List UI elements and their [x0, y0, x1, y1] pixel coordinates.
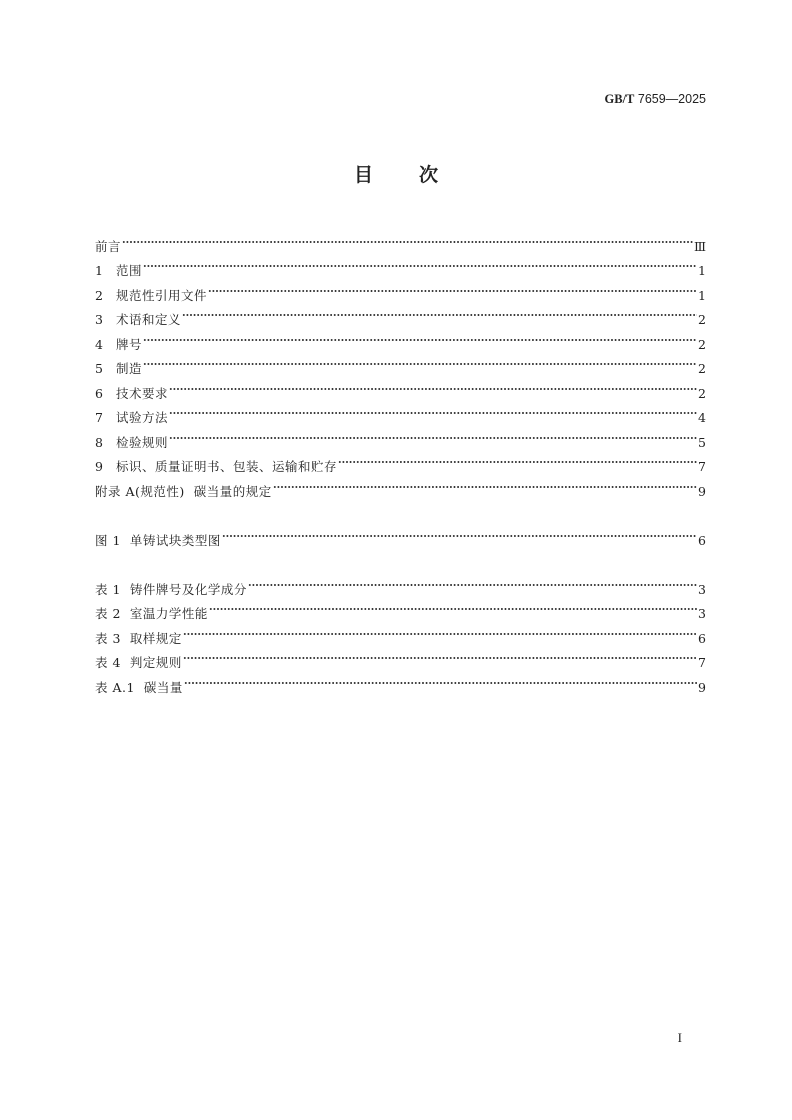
- toc-label: 前言: [95, 238, 122, 254]
- leader-dots: [183, 618, 697, 643]
- leader-dots: [122, 226, 693, 251]
- toc-entry-table-1[interactable]: [95, 569, 706, 597]
- toc-label: 附录 A(规范性) 碳当量的规定: [95, 483, 272, 499]
- leader-dots: [143, 251, 697, 276]
- toc-page: 6: [698, 630, 706, 646]
- toc-page: 2: [698, 336, 706, 352]
- toc-entry-grades[interactable]: [95, 324, 706, 352]
- toc-page: 2: [698, 361, 706, 376]
- toc-page: 4: [698, 410, 706, 425]
- toc-label: 制造: [116, 361, 143, 376]
- leader-dots: [143, 324, 697, 349]
- toc-number: 6: [95, 385, 103, 401]
- standard-prefix: GB/T: [604, 92, 635, 106]
- leader-dots: [338, 447, 697, 472]
- toc-label: 表 4 判定规则: [95, 655, 182, 670]
- toc-page: 7: [698, 459, 706, 474]
- leader-dots: [169, 398, 697, 423]
- leader-dots: [183, 643, 697, 668]
- toc-page: 3: [698, 606, 706, 621]
- toc-number: 2: [95, 287, 103, 303]
- toc-label: 表 1 铸件牌号及化学成分: [95, 581, 247, 597]
- toc-number: 5: [95, 361, 103, 376]
- toc-label: 表 3 取样规定: [95, 630, 182, 646]
- toc-entry-inspection-rules[interactable]: [95, 422, 706, 450]
- toc-page: 1: [698, 263, 706, 278]
- toc-label: 牌号: [116, 336, 143, 352]
- toc-page: 1: [698, 287, 706, 303]
- toc-label: 标识、质量证明书、包装、运输和贮存: [116, 459, 338, 474]
- toc-entry-marking-packaging[interactable]: [95, 447, 706, 472]
- toc-page: 9: [698, 679, 706, 695]
- leader-dots: [248, 569, 697, 594]
- leader-dots: [182, 300, 697, 325]
- toc-entry-figure-1[interactable]: [95, 520, 706, 548]
- toc-entry-normative-references[interactable]: [95, 275, 706, 303]
- toc-number: 7: [95, 410, 103, 425]
- toc-page: 5: [698, 434, 706, 450]
- toc-label: 表 2 室温力学性能: [95, 606, 208, 621]
- leader-dots: [273, 471, 697, 496]
- toc-entry-table-3[interactable]: [95, 618, 706, 646]
- toc-number: 9: [95, 459, 103, 474]
- toc-label: 技术要求: [116, 385, 169, 401]
- leader-dots: [208, 275, 697, 300]
- toc-entry-foreword[interactable]: [95, 226, 706, 254]
- toc-entry-scope[interactable]: [95, 251, 706, 276]
- toc-label: 试验方法: [116, 410, 169, 425]
- toc-label: 图 1 单铸试块类型图: [95, 532, 221, 548]
- toc-page: 7: [698, 655, 706, 670]
- toc-label: 表 A.1 碳当量: [95, 679, 183, 695]
- standard-number: 7659—2025: [637, 92, 706, 106]
- page-number: I: [677, 1030, 682, 1045]
- page-title: [0, 160, 792, 187]
- toc-label: 规范性引用文件: [116, 287, 208, 303]
- leader-dots: [143, 349, 697, 374]
- toc-number: 1: [95, 263, 103, 278]
- toc-page: Ⅲ: [693, 238, 706, 254]
- title-char-1: 目: [353, 164, 373, 186]
- toc-number: 8: [95, 434, 103, 450]
- leader-dots: [169, 422, 697, 447]
- leader-dots: [169, 373, 697, 398]
- leader-dots: [222, 520, 697, 545]
- toc-number: 3: [95, 312, 103, 327]
- standard-code: [605, 92, 706, 107]
- toc-page: 3: [698, 581, 706, 597]
- toc-page: 2: [698, 312, 706, 327]
- toc-page: 2: [698, 385, 706, 401]
- toc-label: 检验规则: [116, 434, 169, 450]
- table-of-contents: [95, 226, 706, 695]
- toc-entry-terms[interactable]: [95, 300, 706, 325]
- toc-entry-test-methods[interactable]: [95, 398, 706, 423]
- leader-dots: [184, 667, 697, 692]
- toc-page: 9: [698, 483, 706, 499]
- toc-entry-table-4[interactable]: [95, 643, 706, 668]
- toc-entry-manufacture[interactable]: [95, 349, 706, 374]
- title-char-2: 次: [419, 164, 439, 186]
- leader-dots: [209, 594, 697, 619]
- toc-entry-technical-requirements[interactable]: [95, 373, 706, 401]
- toc-entry-table-a1[interactable]: [95, 667, 706, 695]
- toc-number: 4: [95, 336, 103, 352]
- toc-label: 范围: [116, 263, 143, 278]
- toc-page: 6: [698, 532, 706, 548]
- toc-label: 术语和定义: [116, 312, 182, 327]
